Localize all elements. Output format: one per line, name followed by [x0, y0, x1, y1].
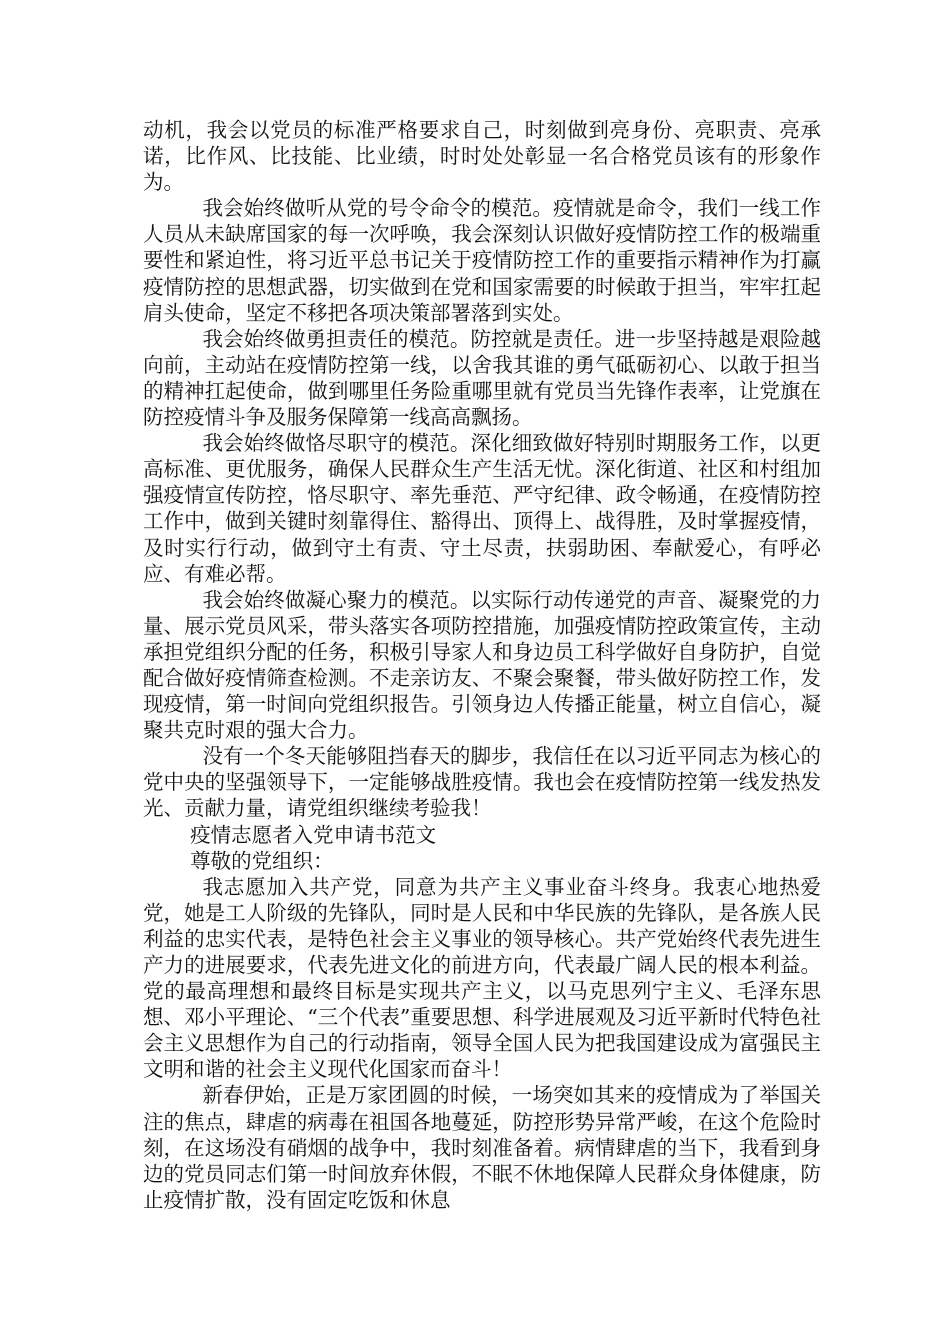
paragraph-application: 我志愿加入共产党，同意为共产主义事业奋斗终身。我衷心地热爱党，她是工人阶级的先锋队，同时是人民和中华民族的先锋队，是各族人民利益的忠实代表，是特色社会主义事业的领导核心。共产党始终代表先进生产力的进展要求，代表先进文化的前进方向，代表最广阔人民的根本利益。党的最高理想和最终目标是实现共产主义，以马克思列宁主义、毛泽东思想、邓小平理论、“三个代表”重要思想、科学进展观及习近平新时代特色社会主义思想作为自己的行动指南，领导全国人民为把我国建设成为富强民主文明和谐的社会主义现代化国家而奋斗！ — [143, 874, 821, 1082]
paragraph-obey-orders: 我会始终做听从党的号令命令的模范。疫情就是命令，我们一线工作人员从未缺席国家的每一次呼唤，我会深刻认识做好疫情防控工作的极端重要性和紧迫性，将习近平总书记关于疫情防控工作的重要指示精神作为打赢疫情防控的思想武器，切实做到在党和国家需要的时候敢于担当，牢牢扛起肩头使命，坚定不移把各项决策部署落到实处。 — [143, 196, 821, 325]
paragraph-closing: 没有一个冬天能够阻挡春天的脚步，我信任在以习近平同志为核心的党中央的坚强领导下，一定能够战胜疫情。我也会在疫情防控第一线发热发光、贡献力量，请党组织继续考验我！ — [143, 744, 821, 821]
paragraph-due-diligence: 我会始终做恪尽职守的模范。深化细致做好特别时期服务工作，以更高标准、更优服务，确保人民群众生产生活无忧。深化街道、社区和村组加强疫情宣传防控，恪尽职守、率先垂范、严守纪律、政令畅通，在疫情防控工作中，做到关键时刻靠得住、豁得出、顶得上、战得胜，及时掌握疫情，及时实行行动，做到守土有责、守土尽责，扶弱助困、奉献爱心，有呼必应、有难必帮。 — [143, 431, 821, 586]
paragraph-take-responsibility: 我会始终做勇担责任的模范。防控就是责任。进一步坚持越是艰险越向前，主动站在疫情防控第一线，以舍我其谁的勇气砥砺初心、以敢于担当的精神扛起使命，做到哪里任务险重哪里就有党员当先锋作表率，让党旗在防控疫情斗争及服务保障第一线高高飘扬。 — [143, 326, 821, 430]
paragraph-continuation: 动机，我会以党员的标准严格要求自己，时刻做到亮身份、亮职责、亮承诺，比作风、比技能、比业绩，时时处处彰显一名合格党员该有的形象作为。 — [143, 118, 821, 195]
salutation: 尊敬的党组织： — [190, 848, 334, 873]
paragraph-unite-strength: 我会始终做凝心聚力的模范。以实际行动传递党的声音、凝聚党的力量、展示党员风采，带头落实各项防控措施，加强疫情防控政策宣传，主动承担党组织分配的任务，积极引导家人和身边员工科学做好自身防护，自觉配合做好疫情筛查检测。不走亲访友、不聚会聚餐，带头做好防控工作，发现疫情，第一时间向党组织报告。引领身边人传播正能量，树立自信心，凝聚共克时艰的强大合力。 — [143, 587, 821, 743]
document-page — [143, 117, 821, 1213]
paragraph-new-year: 新春伊始，正是万家团圆的时候，一场突如其来的疫情成为了举国关注的焦点，肆虐的病毒在祖国各地蔓延，防控形势异常严峻，在这个危险时刻，在这场没有硝烟的战争中，我时刻准备着。病情肆虐的当下，我看到身边的党员同志们第一时间放弃休假，不眠不休地保障人民群众身体健康，防止疫情扩散，没有固定吃饭和休息 — [143, 1083, 821, 1212]
section-title: 疫情志愿者入党申请书范文 — [190, 822, 437, 847]
